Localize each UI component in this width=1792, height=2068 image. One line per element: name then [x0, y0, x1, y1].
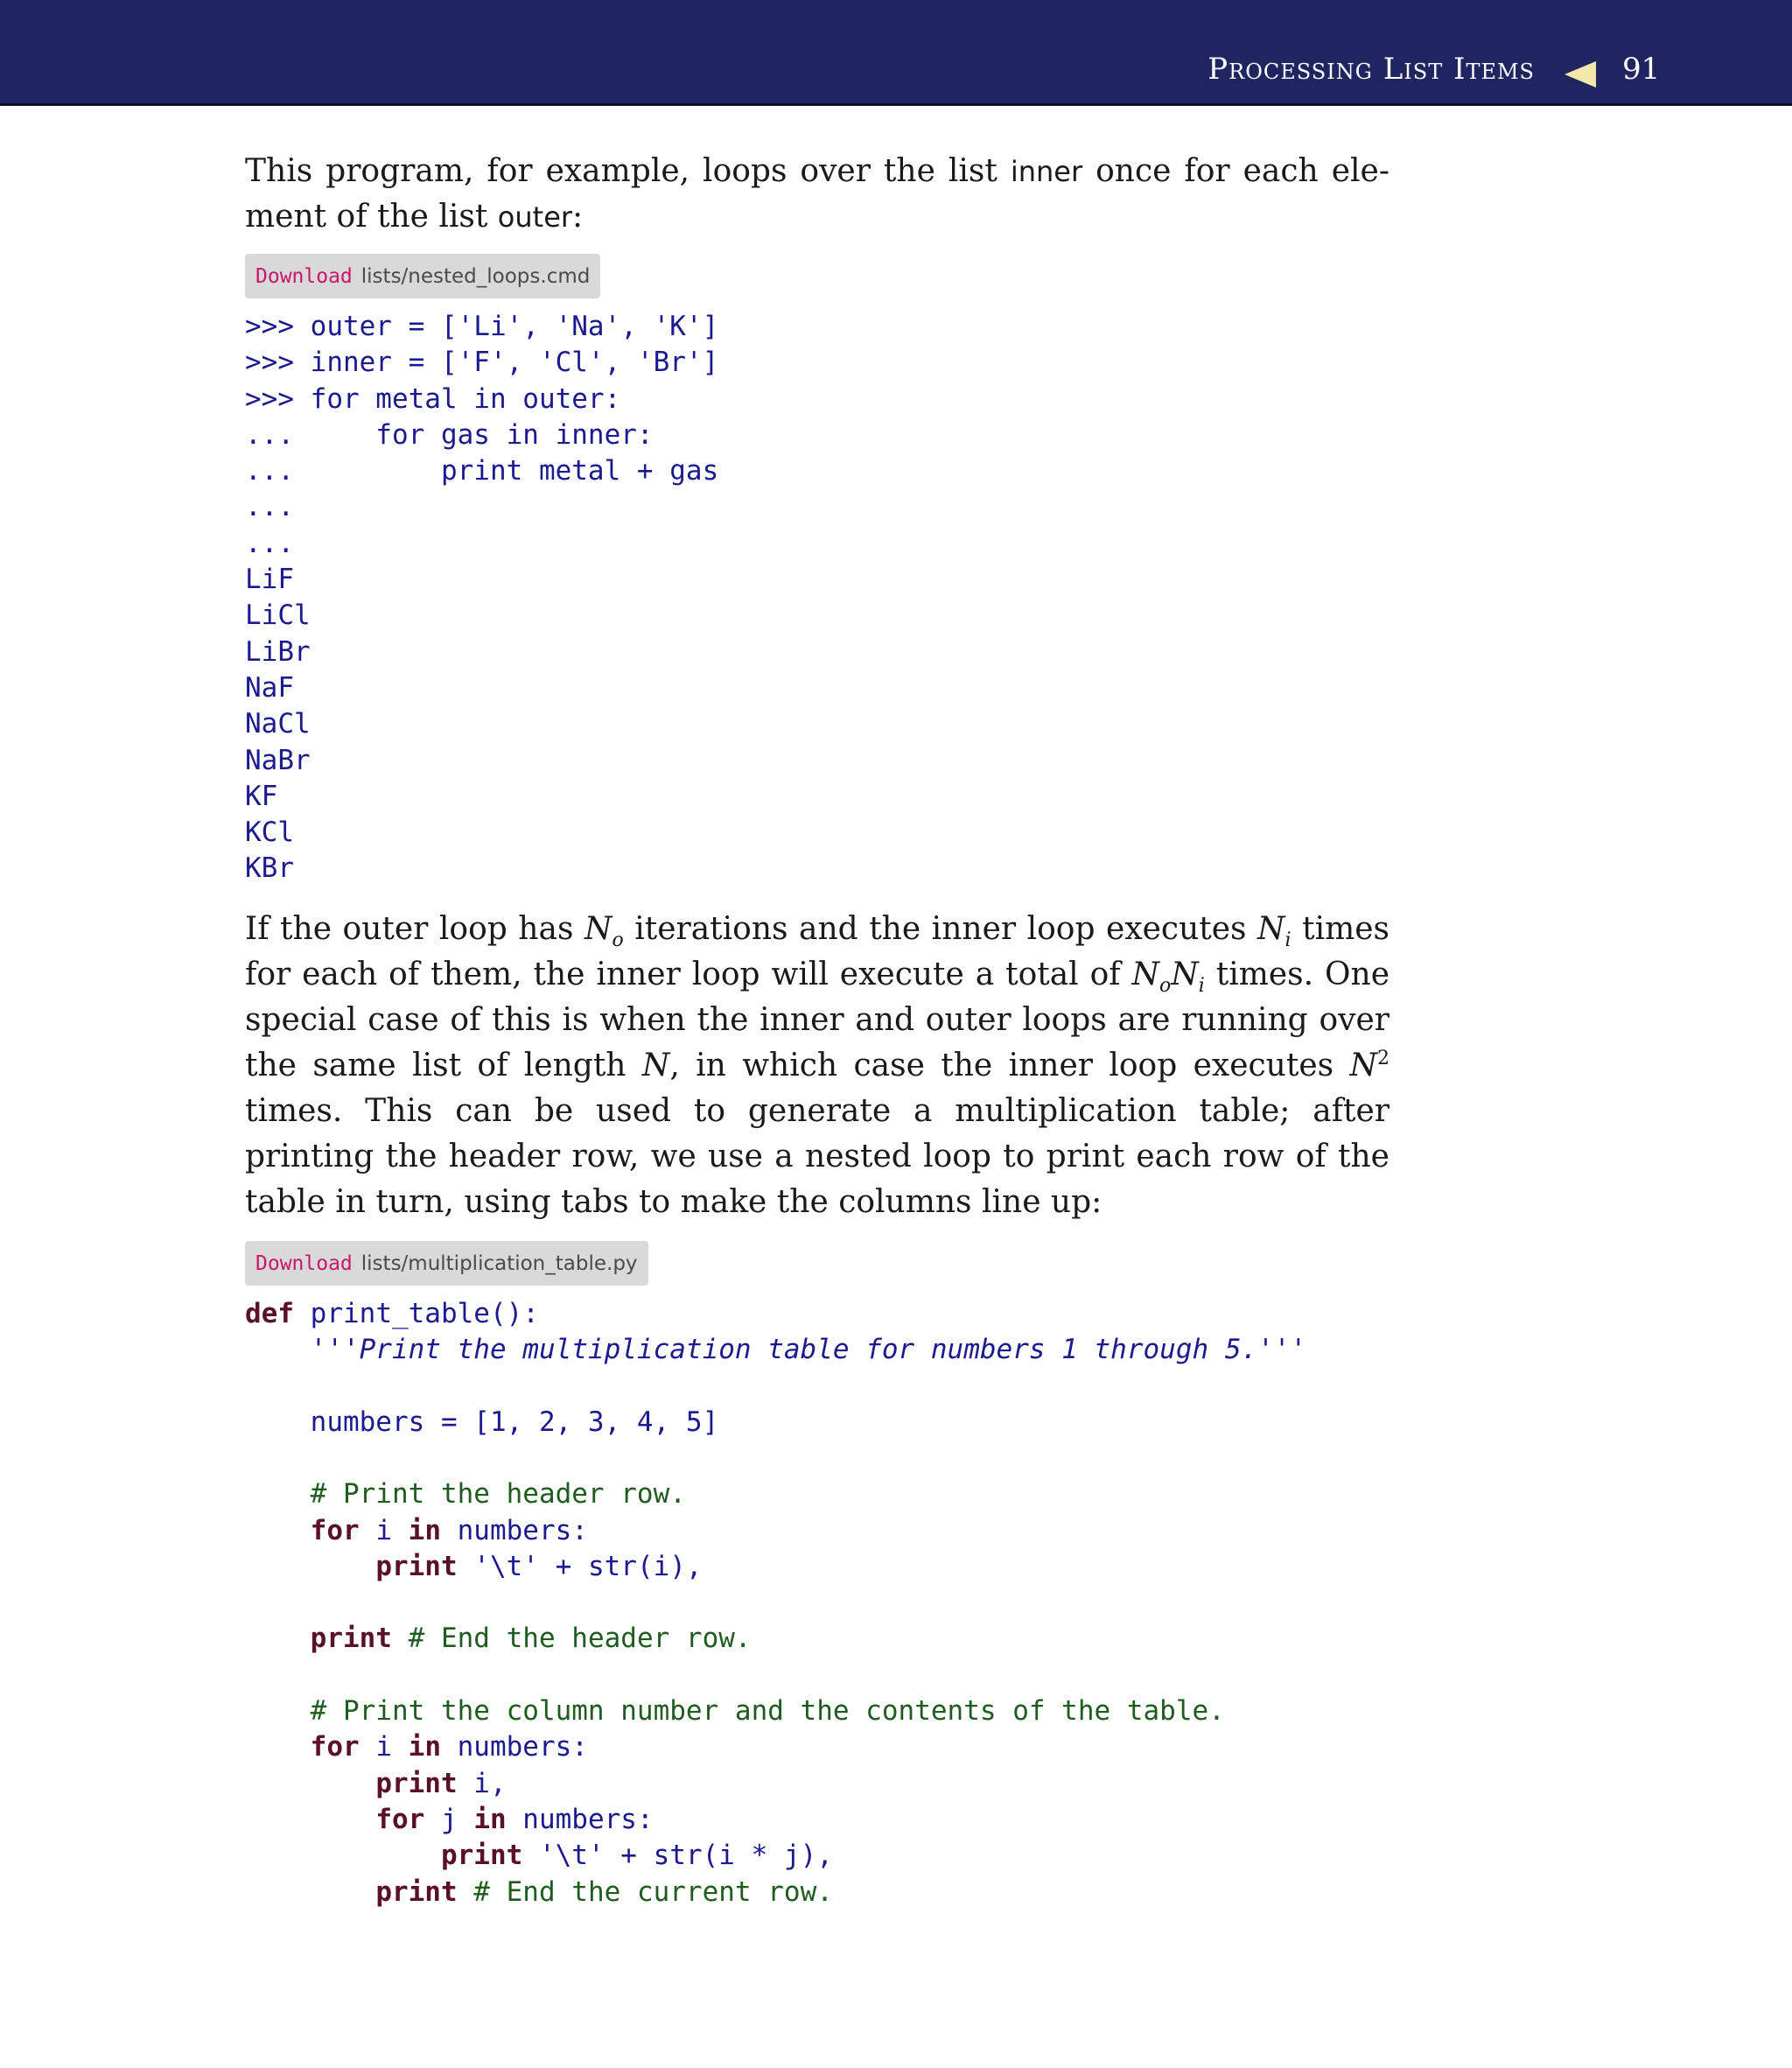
- left-arrow-icon: [1564, 61, 1596, 88]
- code-line: >>> for metal in outer:: [245, 382, 621, 415]
- code-line: LiCl: [245, 599, 311, 632]
- download-path: lists/multiplication_table.py: [360, 1251, 638, 1275]
- download-link-multiplication-table[interactable]: [245, 1241, 648, 1286]
- code-line: ... for gas in inner:: [245, 418, 654, 451]
- code-line: ...: [245, 491, 294, 523]
- math-var: N: [584, 910, 612, 947]
- download-link-nested-loops[interactable]: [245, 254, 600, 298]
- code-line: >>> inner = ['F', 'Cl', 'Br']: [245, 347, 719, 379]
- inline-code-inner: inner: [1010, 155, 1083, 188]
- code-line: ...: [245, 527, 294, 559]
- inline-code-outer: outer: [497, 200, 573, 234]
- math-var: N: [1257, 910, 1285, 947]
- code-line: >>> outer = ['Li', 'Na', 'K']: [245, 311, 719, 342]
- code-line: NaBr: [245, 744, 311, 776]
- math-var: N: [641, 1047, 670, 1083]
- docstring: '''Print the multiplication table for numbers 1 through 5.''': [245, 1334, 1307, 1366]
- code-comment: # End the header row.: [391, 1623, 752, 1655]
- section-title: Processing List Items: [1208, 52, 1535, 87]
- math-var: N: [1171, 956, 1199, 992]
- body-paragraph: If the outer loop has $N_o$ iterations and the inner loop executes $N_i$ times for each of them, the inner loop will execute a total of $N_oN_i$ times. One special case of this is when the inner and outer loops are running over the same list of length N, in which case the inner loop executes $N^2$ times. This can be used to generate a multiplication table; after printing the header row, we use a nested loop to print each row of the table in turn, using tabs to make the columns line up:: [245, 910, 1390, 1220]
- code-line: KBr: [245, 852, 294, 885]
- code-block-nested-loops: [245, 309, 1390, 887]
- download-label: Download: [256, 1251, 353, 1275]
- download-path: lists/nested_loops.cmd: [360, 265, 591, 288]
- page-header: [0, 0, 1792, 106]
- code-line: KF: [245, 780, 278, 812]
- code-line: NaF: [245, 671, 294, 704]
- code-line: LiF: [245, 564, 294, 596]
- code-line: LiBr: [245, 635, 311, 668]
- code-comment: # Print the header row.: [245, 1478, 686, 1511]
- download-label: Download: [256, 265, 353, 288]
- code-comment: # Print the column number and the contents of the table.: [245, 1695, 1225, 1728]
- code-line: ... print metal + gas: [245, 455, 719, 487]
- code-comment: # End the current row.: [457, 1875, 833, 1908]
- page-body: [245, 149, 1390, 1910]
- code-line: NaCl: [245, 708, 311, 740]
- code-line: KCl: [245, 817, 294, 849]
- page-number: 91: [1622, 52, 1661, 87]
- intro-paragraph: This program, for example, loops over the list inner once for each ele-ment of the list outer:: [245, 153, 1390, 235]
- math-var: N: [1131, 956, 1160, 992]
- math-var: N: [1349, 1047, 1377, 1083]
- code-block-multiplication-table: def print_table(): '''Print the multiplication table for numbers 1 through 5.''' numbers = [1, 2, 3, 4, 5] # Print the header row. for i in numbers: print '\t' + str(i), print # End the header row. # Print the column number and the contents of the table. for i in numbers: print i, for j in numbers: print '\t' + str(i * j), print # End the current row.: [245, 1297, 1307, 1908]
